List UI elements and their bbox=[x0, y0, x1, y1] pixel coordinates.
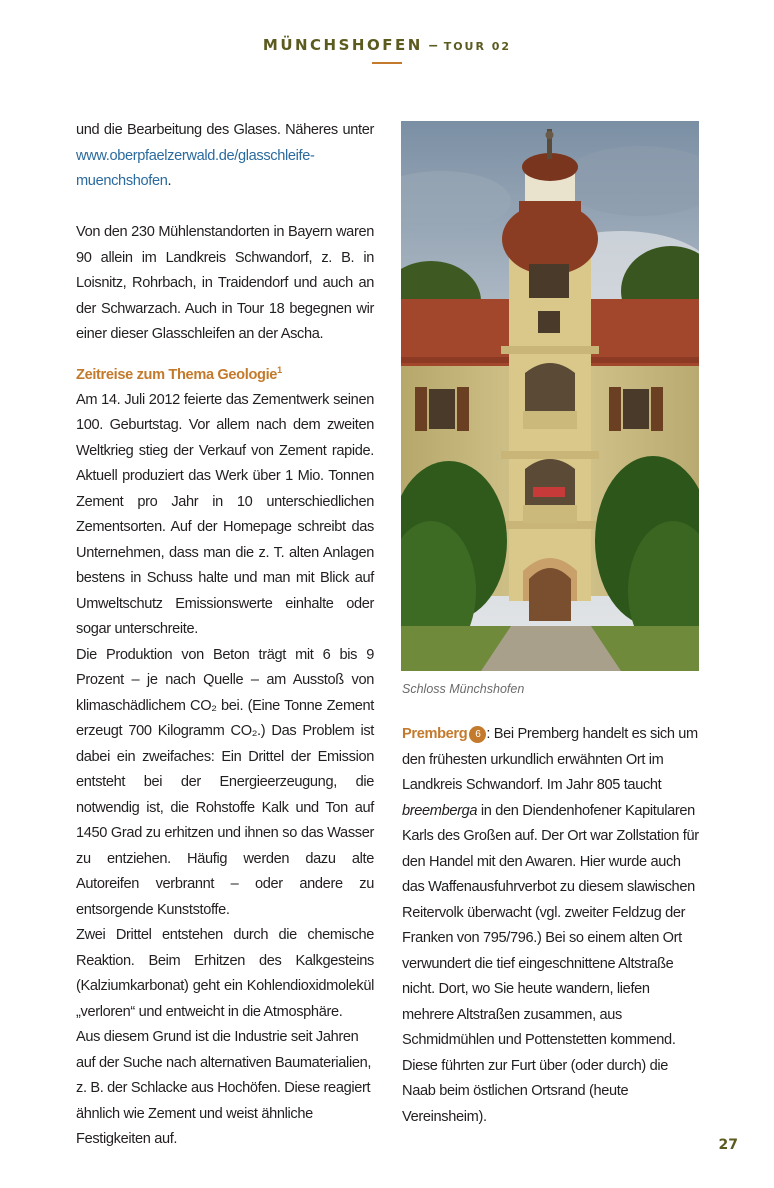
photo-caption: Schloss Münchshofen bbox=[402, 682, 525, 696]
paragraph-reaction: Zwei Drittel entstehen durch die chemische Reaktion. Beim Erhitzen des Kalkgesteins (Kalziumkarbonat) geht ein Kohlendioxidmolekül „verloren“ und entweicht in die Atmosphäre. bbox=[76, 927, 374, 1020]
header-tour: TOUR 02 bbox=[443, 40, 512, 53]
running-header bbox=[0, 36, 774, 55]
paragraph-punct: . bbox=[167, 173, 172, 189]
paragraph-premberg bbox=[402, 722, 700, 1130]
page-number: 27 bbox=[718, 1137, 738, 1153]
header-rule bbox=[372, 62, 402, 64]
website-link[interactable]: www.oberpfaelzerwald.de/glasschleife-muenchshofen bbox=[76, 147, 315, 189]
footnote-marker[interactable]: 1 bbox=[277, 364, 282, 375]
italic-term: breemberga bbox=[402, 802, 478, 819]
header-separator: – bbox=[428, 37, 438, 54]
castle-photo bbox=[401, 121, 699, 671]
heading-text: Zeitreise zum Thema Geologie bbox=[76, 366, 278, 383]
map-marker-number: 6 bbox=[469, 726, 486, 743]
paragraph-co2: Die Produktion von Beton trägt mit 6 bis 9 Prozent – je nach Quelle – am Ausstoß von klimaschädlichem CO₂ bei. (Eine Tonne Zement erzeugt 700 Kilogramm CO₂.) Das Problem ist dabei ein zweifaches: Ein Drittel der Emission entsteht bei der Energieerzeugung, die notwendig ist, die Rohstoffe Kalk und Ton auf 1450 Grad zu erhitzen und ihnen so das Wasser zu entziehen. Häufig werden dazu alte Autoreifen verbrannt – oder andere zu entsorgende Kunststoffe. bbox=[76, 646, 374, 918]
paragraph-text-cont: in den Diendenhofener Kapitularen Karls des Großen auf. Der Ort war Zollstation für den Handel mit den Awaren. Hier wurde auch das Waffenausfuhrverbot zu diesem slawischen Reitervolk überwacht (vgl. zweiter Feldzug der Franken von 795/796.) Bei so einem alten Ort verwundert die tief eingeschnittene Altstraße nicht. Dort, wo Sie heute wandern, liefen mehrere Altstraßen zusammen, aus Schmidmühlen und Pottenstetten kommend. Diese führten zur Furt über (oder durch) die Naab beim östlichen Ortsrand (heute Vereinsheim). bbox=[402, 802, 699, 1125]
paragraph-cement-works: Am 14. Juli 2012 feierte das Zementwerk seinen 100. Geburtstag. Vor allem nach dem zweiten Weltkrieg stieg der Verkauf von Zement rapide. Aktuell produziert das Werk über 1 Mio. Tonnen Zement pro Jahr in 10 unterschiedlichen Zementsorten. Auf der Homepage schreibt das Unternehmen, dass man die z. T. alten Anlagen bestens in Schuss halte und man mit Blick auf Umweltschutz Emissionswerte einhalte oder sogar unterschreite. bbox=[76, 391, 374, 638]
paragraph-text: und die Bearbeitung des Glases. Näheres unter bbox=[76, 122, 374, 138]
paragraph-text: : Bei Premberg handelt es sich um den frühesten urkundlich erwähnten Ort im Landkreis Schwandorf. Im Jahr 805 taucht bbox=[402, 726, 698, 793]
right-column bbox=[402, 722, 700, 1130]
left-column bbox=[76, 118, 374, 1153]
paragraph-glass-intro bbox=[76, 118, 374, 195]
header-title: MÜNCHSHOFEN bbox=[262, 36, 423, 54]
term-premberg: Premberg bbox=[402, 726, 468, 742]
paragraph-mills: Von den 230 Mühlenstandorten in Bayern waren 90 allein im Landkreis Schwandorf, z. B. in Loisnitz, Rohrbach, in Traidendorf und auch an der Schwarzach. Auch in Tour 18 begegnen wir einer dieser Glasschleifen an der Ascha. bbox=[76, 224, 374, 342]
paragraph-alternatives: Aus diesem Grund ist die Industrie seit Jahren auf der Suche nach alternativen Baumaterialien, z. B. der Schlacke aus Hochöfen. Diese reagiert ähnlich wie Zement und weist ähnliche Festigkeiten auf. bbox=[76, 1029, 372, 1148]
section-heading-geology bbox=[76, 358, 374, 388]
